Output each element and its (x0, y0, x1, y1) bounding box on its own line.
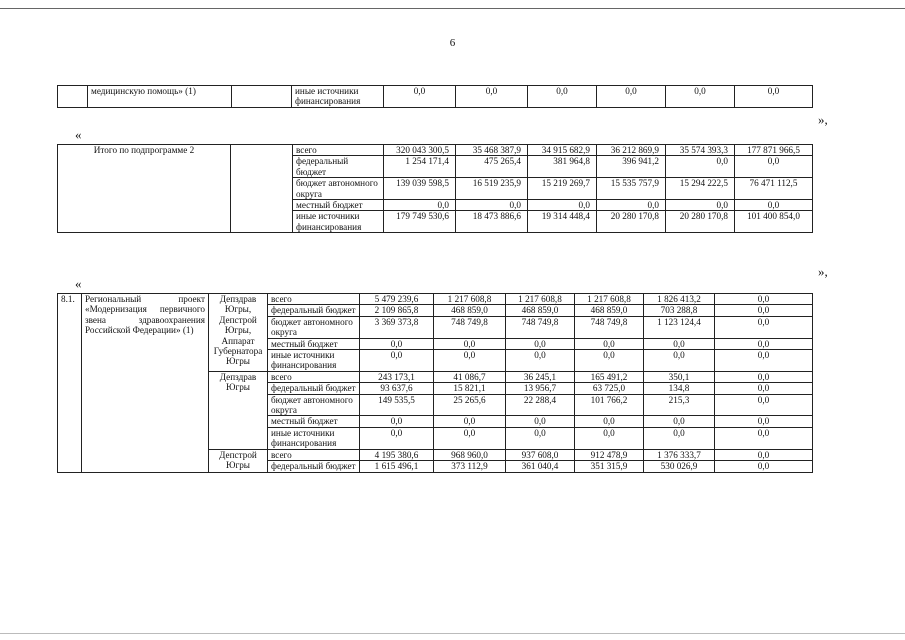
funding-source: местный бюджет (293, 200, 384, 211)
value-cell: 0,0 (434, 416, 506, 427)
value-cell: 748 749,8 (434, 316, 506, 338)
value-cell: 475 265,4 (456, 156, 528, 178)
value-cell: 0,0 (666, 200, 735, 211)
table-row (58, 294, 813, 305)
value-cell: 134,8 (644, 383, 715, 394)
value-cell: 0,0 (360, 338, 434, 349)
value-cell: 350,1 (644, 371, 715, 382)
value-cell: 15 294 222,5 (666, 178, 735, 200)
value-cell: 15 219 269,7 (528, 178, 597, 200)
value-cell: 0,0 (715, 371, 813, 382)
value-cell: 0,0 (715, 305, 813, 316)
value-cell: 139 039 598,5 (384, 178, 456, 200)
funding-source: всего (268, 371, 360, 382)
value-cell: 0,0 (715, 294, 813, 305)
value-cell: 1 376 333,7 (644, 449, 715, 460)
top-scan-line (0, 8, 905, 9)
value-cell: 93 637,6 (360, 383, 434, 394)
value-cell: 0,0 (506, 416, 575, 427)
value-cell: 18 473 886,6 (456, 211, 528, 233)
funding-source: всего (268, 294, 360, 305)
value-cell: 165 491,2 (575, 371, 644, 382)
value-cell: 0,0 (715, 416, 813, 427)
value-cell: 0,0 (528, 86, 597, 108)
value-cell: 4 195 380,6 (360, 449, 434, 460)
funding-source: бюджет автономного округа (293, 178, 384, 200)
value-cell: 0,0 (575, 338, 644, 349)
value-cell: 0,0 (715, 316, 813, 338)
empty-cell (231, 145, 293, 233)
value-cell: 0,0 (715, 383, 813, 394)
value-cell: 2 109 865,8 (360, 305, 434, 316)
value-cell: 0,0 (434, 338, 506, 349)
value-cell: 15 535 757,9 (597, 178, 666, 200)
value-cell: 19 314 448,4 (528, 211, 597, 233)
value-cell: 0,0 (360, 416, 434, 427)
table-row (58, 86, 813, 108)
value-cell: 15 821,1 (434, 383, 506, 394)
executor: Депздрав Югры (209, 371, 268, 449)
value-cell: 0,0 (644, 338, 715, 349)
value-cell: 20 280 170,8 (597, 211, 666, 233)
closing-quote: », (818, 264, 828, 279)
item-number: 8.1. (58, 294, 82, 473)
value-cell: 468 859,0 (434, 305, 506, 316)
value-cell: 468 859,0 (506, 305, 575, 316)
value-cell: 748 749,8 (506, 316, 575, 338)
value-cell: 0,0 (715, 427, 813, 449)
value-cell: 215,3 (644, 394, 715, 416)
subprogram-total-table (57, 144, 813, 233)
table-continuation (57, 85, 813, 108)
funding-source: федеральный бюджет (268, 305, 360, 316)
value-cell: 34 915 682,9 (528, 145, 597, 156)
value-cell: 0,0 (644, 427, 715, 449)
value-cell: 1 217 608,8 (575, 294, 644, 305)
value-cell: 0,0 (456, 86, 528, 108)
value-cell: 41 086,7 (434, 371, 506, 382)
funding-source: федеральный бюджет (268, 461, 360, 472)
value-cell: 937 608,0 (506, 449, 575, 460)
value-cell: 0,0 (528, 200, 597, 211)
value-cell: 16 519 235,9 (456, 178, 528, 200)
value-cell: 351 315,9 (575, 461, 644, 472)
value-cell: 0,0 (644, 416, 715, 427)
value-cell: 1 123 124,4 (644, 316, 715, 338)
value-cell: 0,0 (735, 156, 813, 178)
value-cell: 0,0 (715, 461, 813, 472)
subprogram-label: Итого по подпрограмме 2 (58, 145, 231, 233)
value-cell: 0,0 (666, 86, 735, 108)
value-cell: 36 245,1 (506, 371, 575, 382)
value-cell: 179 749 530,6 (384, 211, 456, 233)
value-cell: 0,0 (360, 350, 434, 372)
value-cell: 0,0 (575, 427, 644, 449)
value-cell: 0,0 (735, 86, 813, 108)
value-cell: 0,0 (715, 394, 813, 416)
value-cell: 243 173,1 (360, 371, 434, 382)
value-cell: 36 212 869,9 (597, 145, 666, 156)
value-cell: 381 964,8 (528, 156, 597, 178)
funding-source: иные источники финансирования (292, 86, 384, 108)
value-cell: 0,0 (506, 350, 575, 372)
value-cell: 0,0 (597, 86, 666, 108)
funding-source: всего (268, 449, 360, 460)
value-cell: 177 871 966,5 (735, 145, 813, 156)
value-cell: 0,0 (434, 350, 506, 372)
value-cell: 0,0 (384, 200, 456, 211)
funding-source: всего (293, 145, 384, 156)
value-cell: 0,0 (434, 427, 506, 449)
funding-source: иные источники финансирования (268, 350, 360, 372)
value-cell: 0,0 (384, 86, 456, 108)
value-cell: 0,0 (644, 350, 715, 372)
regional-project-table (57, 293, 813, 473)
value-cell: 968 960,0 (434, 449, 506, 460)
value-cell: 20 280 170,8 (666, 211, 735, 233)
value-cell: 76 471 112,5 (735, 178, 813, 200)
funding-source: иные источники финансирования (268, 427, 360, 449)
opening-quote: « (75, 127, 82, 142)
value-cell: 0,0 (597, 200, 666, 211)
closing-quote: », (818, 112, 828, 127)
funding-source: федеральный бюджет (268, 383, 360, 394)
value-cell: 530 026,9 (644, 461, 715, 472)
bottom-scan-line (0, 633, 905, 634)
executor: Депстрой Югры (209, 449, 268, 472)
funding-source: бюджет автономного округа (268, 316, 360, 338)
value-cell: 748 749,8 (575, 316, 644, 338)
value-cell: 3 369 373,8 (360, 316, 434, 338)
value-cell: 0,0 (456, 200, 528, 211)
value-cell: 22 288,4 (506, 394, 575, 416)
value-cell: 320 043 300,5 (384, 145, 456, 156)
value-cell: 1 217 608,8 (506, 294, 575, 305)
funding-source: местный бюджет (268, 338, 360, 349)
value-cell: 0,0 (735, 200, 813, 211)
value-cell: 0,0 (506, 427, 575, 449)
executor: Депздрав Югры, Депстрой Югры, Аппарат Губернатора Югры (209, 294, 268, 372)
row-name: медицинскую помощь» (1) (88, 86, 232, 108)
value-cell: 0,0 (575, 350, 644, 372)
value-cell: 373 112,9 (434, 461, 506, 472)
value-cell: 35 468 387,9 (456, 145, 528, 156)
value-cell: 1 826 413,2 (644, 294, 715, 305)
value-cell: 1 217 608,8 (434, 294, 506, 305)
value-cell: 5 479 239,6 (360, 294, 434, 305)
value-cell: 149 535,5 (360, 394, 434, 416)
funding-source: бюджет автономного округа (268, 394, 360, 416)
project-name: Региональный проект «Модернизация первичного звена здравоохранения Российской Федерации» (1) (82, 294, 209, 473)
value-cell: 361 040,4 (506, 461, 575, 472)
value-cell: 101 766,2 (575, 394, 644, 416)
funding-source: местный бюджет (268, 416, 360, 427)
opening-quote: « (75, 276, 82, 291)
value-cell: 703 288,8 (644, 305, 715, 316)
value-cell: 0,0 (666, 156, 735, 178)
value-cell: 0,0 (506, 338, 575, 349)
funding-source: федеральный бюджет (293, 156, 384, 178)
value-cell: 0,0 (360, 427, 434, 449)
value-cell: 25 265,6 (434, 394, 506, 416)
value-cell: 13 956,7 (506, 383, 575, 394)
value-cell: 396 941,2 (597, 156, 666, 178)
value-cell: 63 725,0 (575, 383, 644, 394)
table-row (58, 145, 813, 156)
value-cell: 1 615 496,1 (360, 461, 434, 472)
value-cell: 0,0 (715, 338, 813, 349)
value-cell: 0,0 (575, 416, 644, 427)
value-cell: 0,0 (715, 449, 813, 460)
value-cell: 101 400 854,0 (735, 211, 813, 233)
value-cell: 468 859,0 (575, 305, 644, 316)
value-cell: 912 478,9 (575, 449, 644, 460)
funding-source: иные источники финансирования (293, 211, 384, 233)
value-cell: 1 254 171,4 (384, 156, 456, 178)
value-cell: 35 574 393,3 (666, 145, 735, 156)
value-cell: 0,0 (715, 350, 813, 372)
page-number: 6 (449, 37, 456, 49)
